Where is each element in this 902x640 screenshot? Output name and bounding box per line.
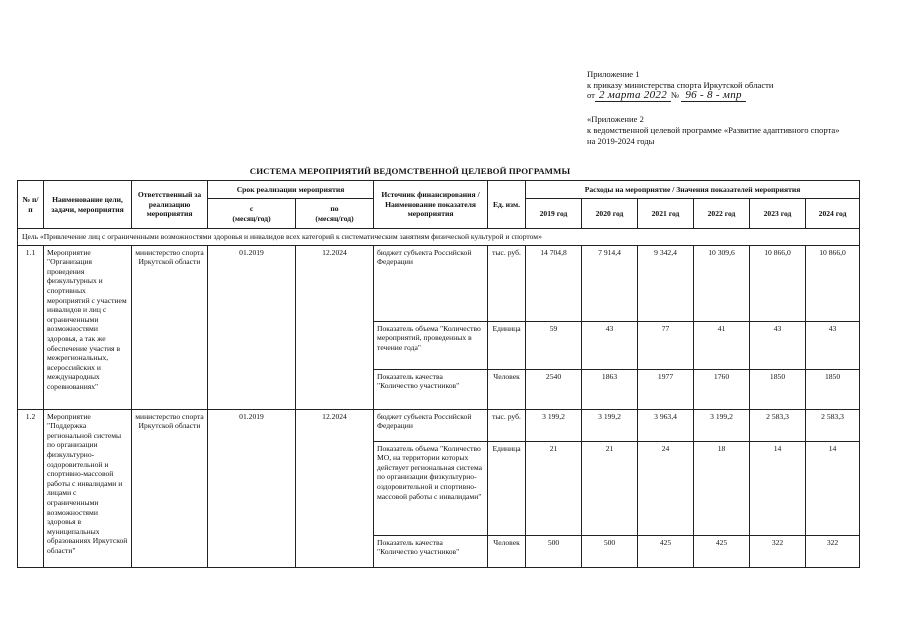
document-title: СИСТЕМА МЕРОПРИЯТИЙ ВЕДОМСТВЕННОЙ ЦЕЛЕВОЙ ПРОГРАММЫ bbox=[249, 166, 571, 176]
value-cell: 1863 bbox=[582, 369, 638, 409]
value-cell: 18 bbox=[694, 441, 750, 535]
handwritten-number: 96 - 8 - мпр bbox=[681, 89, 745, 102]
header-year: 2023 год bbox=[750, 199, 806, 229]
header-responsible: Ответственный за реализацию мероприятия bbox=[132, 181, 208, 229]
value-cell: 2540 bbox=[526, 369, 582, 409]
header-expenses: Расходы на мероприятие / Значения показателей мероприятия bbox=[526, 181, 860, 199]
period-from: 01.2019 bbox=[208, 245, 296, 409]
value-cell: 500 bbox=[526, 535, 582, 567]
appendix1-no: № bbox=[671, 90, 680, 100]
header-name: Наименование цели, задачи, мероприятия bbox=[44, 181, 132, 229]
responsible: министерство спорта Иркутской области bbox=[132, 409, 208, 567]
header-unit: Ед. изм. bbox=[488, 181, 526, 229]
value-cell: 3 199,2 bbox=[582, 409, 638, 441]
value-cell: 1850 bbox=[806, 369, 860, 409]
appendix1-from: от bbox=[587, 90, 595, 100]
value-cell: 41 bbox=[694, 321, 750, 369]
value-cell: 14 704,8 bbox=[526, 245, 582, 321]
appendix2-line2: к ведомственной целевой программе «Развитие адаптивного спорта» bbox=[587, 125, 840, 135]
header-num: № п/п bbox=[18, 181, 44, 229]
value-cell: 9 342,4 bbox=[638, 245, 694, 321]
header-year: 2022 год bbox=[694, 199, 750, 229]
indicator: Показатель качества "Количество участников" bbox=[374, 535, 488, 567]
value-cell: 43 bbox=[806, 321, 860, 369]
row-num: 1.2 bbox=[18, 409, 44, 567]
value-cell: 1977 bbox=[638, 369, 694, 409]
period-to: 12.2024 bbox=[296, 245, 374, 409]
measure-name: Мероприятие "Поддержка региональной системы по организации физкультурно-оздоровительной и спортивно-массовой работы с инвалидами и лицами с ограниченными возможностями здоровья в муниципальных образованиях Иркутской области" bbox=[44, 409, 132, 567]
value-cell: 425 bbox=[638, 535, 694, 567]
appendix1-line2: к приказу министерства спорта Иркутской области bbox=[587, 80, 774, 90]
value-cell: 322 bbox=[806, 535, 860, 567]
value-cell: 59 bbox=[526, 321, 582, 369]
value-cell: 10 866,0 bbox=[806, 245, 860, 321]
measure-name: Мероприятие "Организация проведения физкультурных и спортивных мероприятий с участием инвалидов и лиц с ограниченными возможностями здоровья, а так же обеспечение участия в межрегиональных, всероссийских и международных соревнованиях" bbox=[44, 245, 132, 409]
value-cell: 3 199,2 bbox=[526, 409, 582, 441]
period-from: 01.2019 bbox=[208, 409, 296, 567]
unit: Единица bbox=[488, 321, 526, 369]
row-num: 1.1 bbox=[18, 245, 44, 409]
value-cell: 2 583,3 bbox=[806, 409, 860, 441]
value-cell: 425 bbox=[694, 535, 750, 567]
value-cell: 1760 bbox=[694, 369, 750, 409]
value-cell: 10 309,6 bbox=[694, 245, 750, 321]
source: бюджет субъекта Российской Федерации bbox=[374, 409, 488, 441]
appendix1-line1: Приложение 1 bbox=[587, 69, 640, 79]
indicator: Показатель объема "Количество мероприятий, проведенных в течение года" bbox=[374, 321, 488, 369]
value-cell: 14 bbox=[750, 441, 806, 535]
value-cell: 21 bbox=[526, 441, 582, 535]
header-year: 2021 год bbox=[638, 199, 694, 229]
header-period: Срок реализации мероприятия bbox=[208, 181, 374, 199]
value-cell: 3 199,2 bbox=[694, 409, 750, 441]
unit: Единица bbox=[488, 441, 526, 535]
appendix2-line3: на 2019-2024 годы bbox=[587, 136, 655, 146]
goal-row: Цель «Привлечение лиц с ограниченными возможностями здоровья и инвалидов всех категорий к систематическим занятиям физической культурой и спортом» bbox=[18, 229, 860, 246]
value-cell: 43 bbox=[582, 321, 638, 369]
measures-table bbox=[17, 180, 860, 568]
value-cell: 1850 bbox=[750, 369, 806, 409]
unit: тыс. руб. bbox=[488, 245, 526, 321]
source: бюджет субъекта Российской Федерации bbox=[374, 245, 488, 321]
value-cell: 14 bbox=[806, 441, 860, 535]
header-source: Источник финансирования / Наименование показателя мероприятия bbox=[374, 181, 488, 229]
handwritten-date: 2 марта 2022 bbox=[595, 89, 671, 102]
value-cell: 322 bbox=[750, 535, 806, 567]
header-year: 2024 год bbox=[806, 199, 860, 229]
appendix2-line1: «Приложение 2 bbox=[587, 114, 644, 124]
appendix1-date-line bbox=[587, 90, 746, 101]
indicator: Показатель качества "Количество участников" bbox=[374, 369, 488, 409]
responsible: министерство спорта Иркутской области bbox=[132, 245, 208, 409]
value-cell: 24 bbox=[638, 441, 694, 535]
unit: Человек bbox=[488, 369, 526, 409]
header-period-from: с (месяц/год) bbox=[208, 199, 296, 229]
value-cell: 3 963,4 bbox=[638, 409, 694, 441]
unit: тыс. руб. bbox=[488, 409, 526, 441]
indicator: Показатель объема "Количество МО, на территории которых действует региональная система по организации физкультурно-оздоровительной и спортивно-массовой работы с инвалидами" bbox=[374, 441, 488, 535]
value-cell: 43 bbox=[750, 321, 806, 369]
header-period-to: по (месяц/год) bbox=[296, 199, 374, 229]
value-cell: 500 bbox=[582, 535, 638, 567]
value-cell: 10 866,0 bbox=[750, 245, 806, 321]
header-year: 2019 год bbox=[526, 199, 582, 229]
header-year: 2020 год bbox=[582, 199, 638, 229]
value-cell: 77 bbox=[638, 321, 694, 369]
value-cell: 2 583,3 bbox=[750, 409, 806, 441]
period-to: 12.2024 bbox=[296, 409, 374, 567]
unit: Человек bbox=[488, 535, 526, 567]
value-cell: 7 914,4 bbox=[582, 245, 638, 321]
value-cell: 21 bbox=[582, 441, 638, 535]
